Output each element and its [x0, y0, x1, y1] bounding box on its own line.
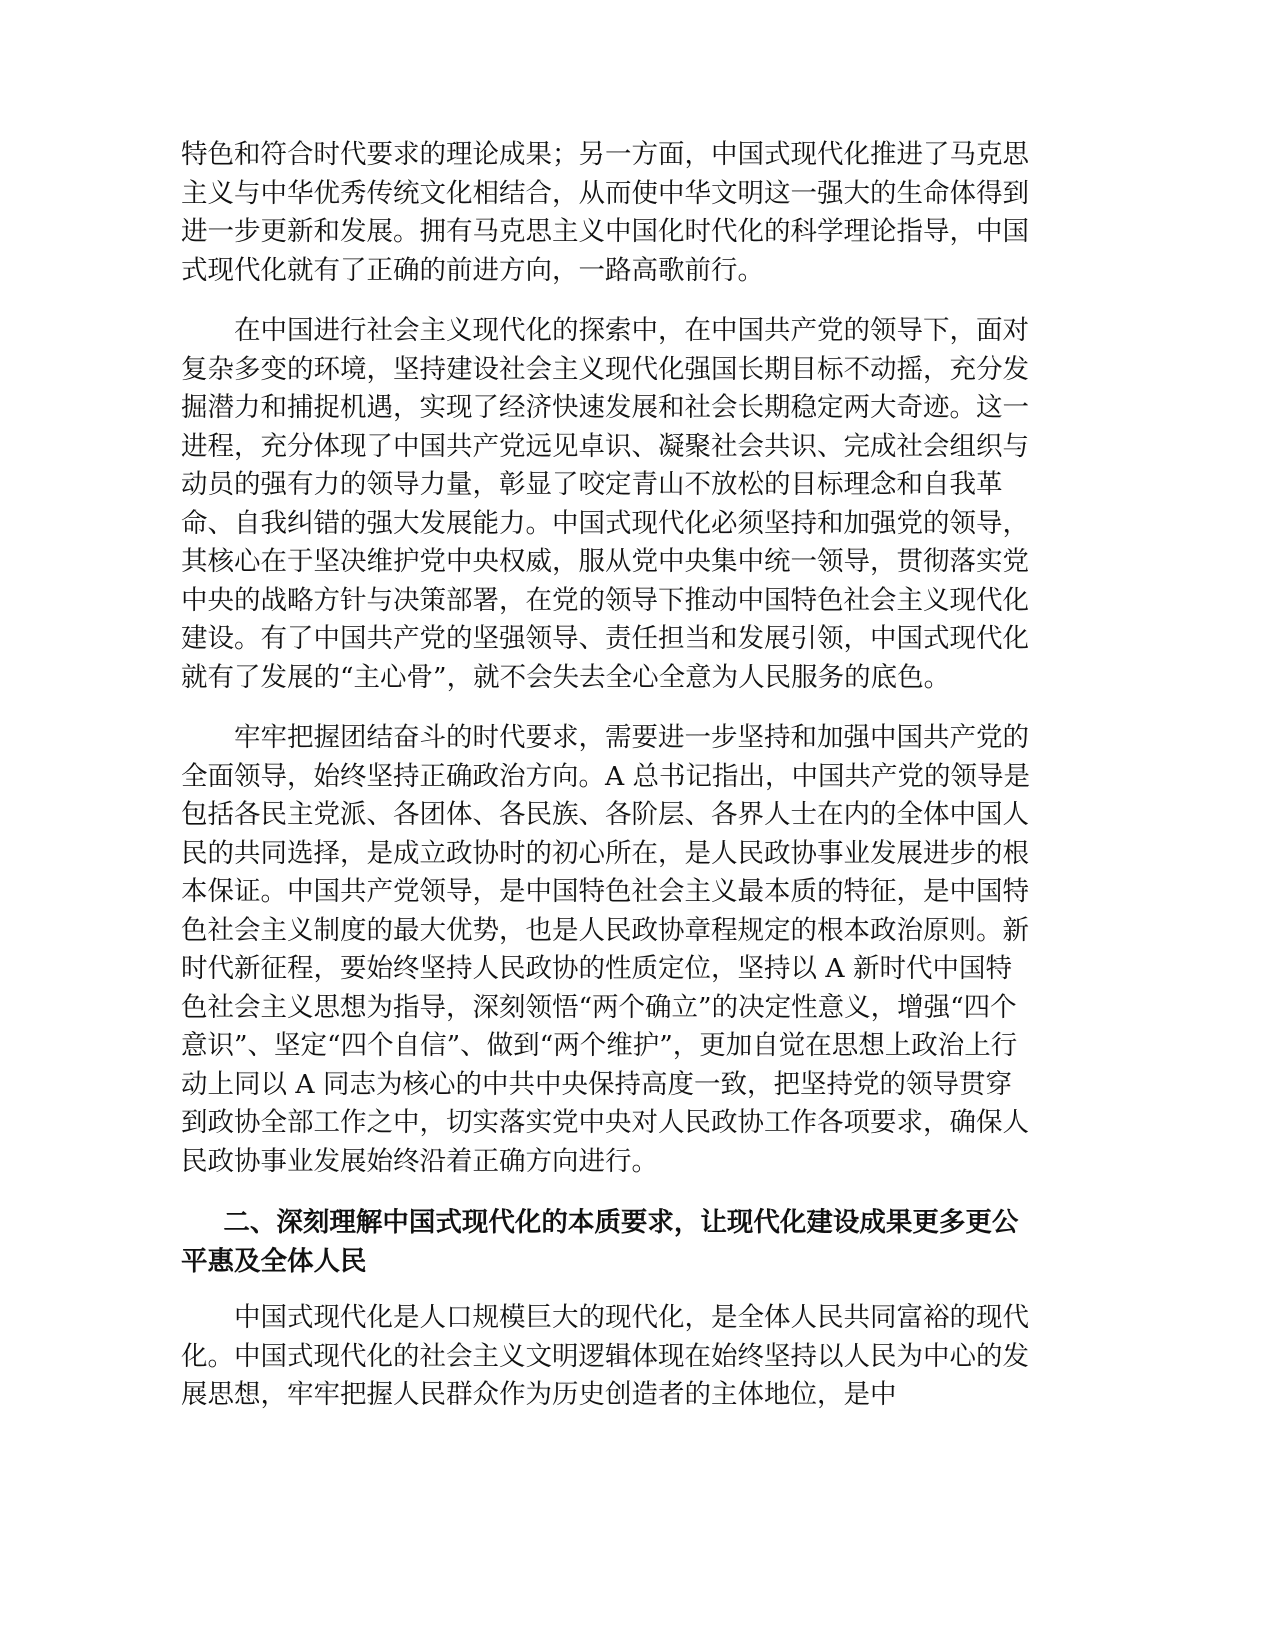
- section-heading: 二、深刻理解中国式现代化的本质要求，让现代化建设成果更多更公平惠及全体人民: [181, 1207, 1019, 1277]
- paragraph-continuation: 特色和符合时代要求的理论成果；另一方面，中国式现代化推进了马克思主义与中华优秀传统文化相结合，从而使中华文明这一强大的生命体得到进一步更新和发展。拥有马克思主义中国化时代化的科学理论指导，中国式现代化就有了正确的前进方向，一路高歌前行。: [181, 139, 1029, 286]
- paragraph-unity-struggle: 牢牢把握团结奋斗的时代要求，需要进一步坚持和加强中国共产党的全面领导，始终坚持正确政治方向。A 总书记指出，中国共产党的领导是包括各民主党派、各团体、各民族、各阶层、各界人士在内的全体中国人民的共同选择，是成立政协时的初心所在，是人民政协事业发展进步的根本保证。中国共产党领导，是中国特色社会主义最本质的特征，是中国特色社会主义制度的最大优势，也是人民政协章程规定的根本政治原则。新时代新征程，要始终坚持人民政协的性质定位，坚持以 A 新时代中国特色社会主义思想为指导，深刻领悟“两个确立”的决定性意义，增强“四个意识”、坚定“四个自信”、做到“两个维护”，更加自觉在思想上政治上行动上同以 A 同志为核心的中共中央保持高度一致，把坚持党的领导贯穿到政协全部工作之中，切实落实党中央对人民政协工作各项要求，确保人民政协事业发展始终沿着正确方向进行。: [181, 722, 1031, 1177]
- paragraph-essential-requirements: 中国式现代化是人口规模巨大的现代化，是全体人民共同富裕的现代化。中国式现代化的社会主义文明逻辑体现在始终坚持以人民为中心的发展思想，牢牢把握人民群众作为历史创造者的主体地位，是中: [181, 1302, 1029, 1410]
- document-page: [181, 136, 1031, 1437]
- paragraph-party-leadership: 在中国进行社会主义现代化的探索中，在中国共产党的领导下，面对复杂多变的环境，坚持建设社会主义现代化强国长期目标不动摇，充分发掘潜力和捕捉机遇，实现了经济快速发展和社会长期稳定两大奇迹。这一进程，充分体现了中国共产党远见卓识、凝聚社会共识、完成社会组织与动员的强有力的领导力量，彰显了咬定青山不放松的目标理念和自我革命、自我纠错的强大发展能力。中国式现代化必须坚持和加强党的领导，其核心在于坚决维护党中央权威，服从党中央集中统一领导，贯彻落实党中央的战略方针与决策部署，在党的领导下推动中国特色社会主义现代化建设。有了中国共产党的坚强领导、责任担当和发展引领，中国式现代化就有了发展的“主心骨”，就不会失去全心全意为人民服务的底色。: [181, 315, 1029, 693]
